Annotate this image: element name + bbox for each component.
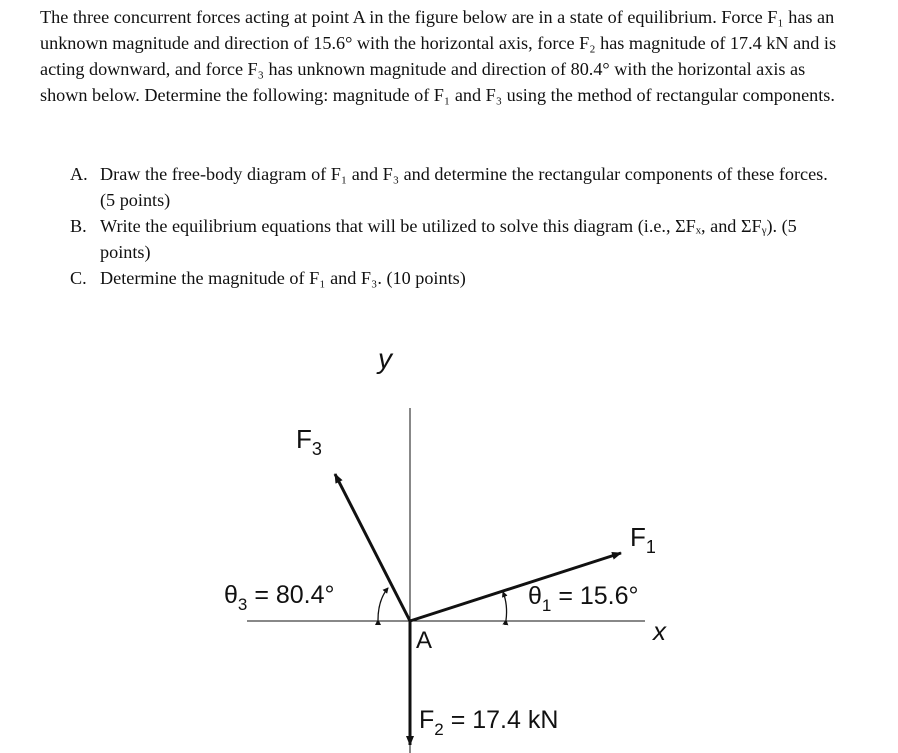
force-f3-arrow <box>335 474 410 621</box>
x-axis-label: x <box>653 616 666 646</box>
y-axis-label: y <box>378 343 392 374</box>
f3-label: $F_3$ <box>296 424 322 459</box>
task-letter: A. <box>70 164 88 184</box>
theta3-arc <box>378 588 388 620</box>
theta1-label: $\theta_1 = 15.6^\circ$ <box>528 582 639 615</box>
task-text: Draw the free-body diagram of F₁ and F₃ and determine the rectangular components of these forces. (5 points) <box>100 164 828 210</box>
task-text: Write the equilibrium equations that will be utilized to solve this diagram (i.e., ΣFₓ, and ΣFᵧ). (5 points) <box>100 216 797 262</box>
theta3-label: $\theta_3 = 80.4^\circ$ <box>224 581 335 614</box>
point-a-label: A <box>416 627 433 654</box>
problem-statement: The three concurrent forces acting at point A in the figure below are in a state of equilibrium. Force F₁ has an unknown magnitude and direction of 15.6° with the horizontal axis, force F₂ has magnitude of 17.4 kN and is acting downward, and force F₃ has unknown magnitude and direction of 80.4° with the horizontal axis as shown below. Determine the following: magnitude of F₁ and F₃ using the method of rectangular components. <box>40 7 837 105</box>
f1-label: $F_1$ <box>630 522 656 557</box>
task-text: Determine the magnitude of F₁ and F₃. (10 points) <box>100 268 466 288</box>
task-letter: B. <box>70 216 87 236</box>
task-letter: C. <box>70 268 87 288</box>
f2-label: $F_2 = 17.4$ kN <box>419 706 559 739</box>
theta1-arc <box>503 592 507 620</box>
